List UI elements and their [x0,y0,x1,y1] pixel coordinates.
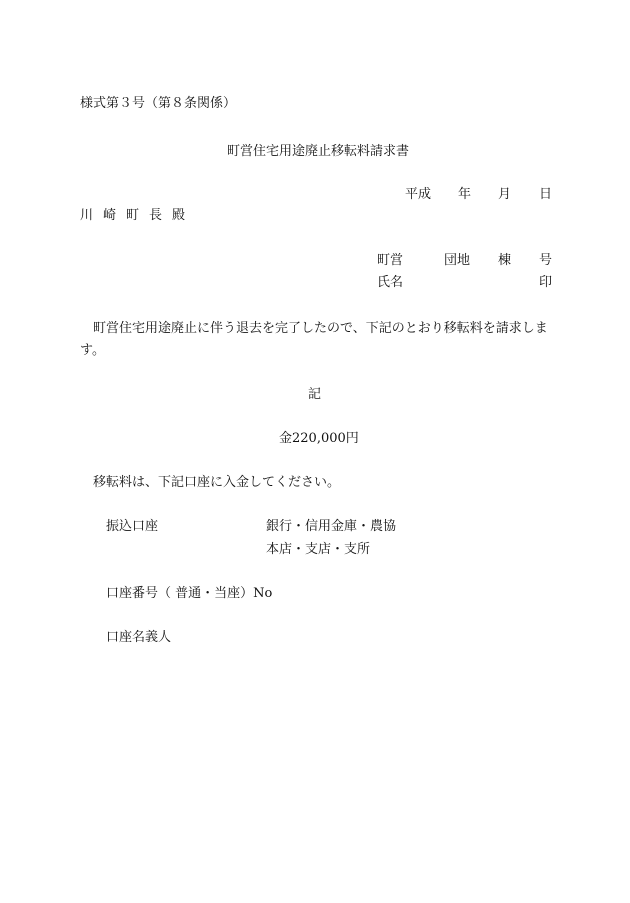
document-title: 町営住宅用途廃止移転料請求書 [226,144,409,159]
account-holder-label: 口座名義人 [106,630,172,645]
addressee: 川崎町長殿 [80,208,196,223]
ki-heading: 記 [308,387,322,402]
applicant-name-label: 氏名 [377,275,404,290]
branch-types: 本店・支店・支所 [266,542,371,557]
date-month-label: 月 [498,187,512,202]
applicant-complex-label: 団地 [444,253,471,268]
applicant-room-label: 号 [539,253,553,268]
date-year-label: 年 [458,187,472,202]
account-number-label: 口座番号（ 普通・当座）No [106,586,273,601]
applicant-building-label: 棟 [498,253,512,268]
seal-mark: 印 [539,275,553,290]
applicant-town-label: 町営 [377,253,404,268]
transfer-note: 移転料は、下記口座に入金してください。 [93,475,341,490]
form-number: 様式第３号（第８条関係） [80,96,237,111]
bank-types: 銀行・信用金庫・農協 [266,519,397,534]
body-paragraph: 町営住宅用途廃止に伴う退去を完了したので、下記のとおり移転料を請求します。 [80,321,548,358]
amount: 金220,000円 [279,431,359,446]
date-day-label: 日 [539,187,553,202]
bank-account-label: 振込口座 [106,519,159,534]
date-era: 平成 [405,187,432,202]
